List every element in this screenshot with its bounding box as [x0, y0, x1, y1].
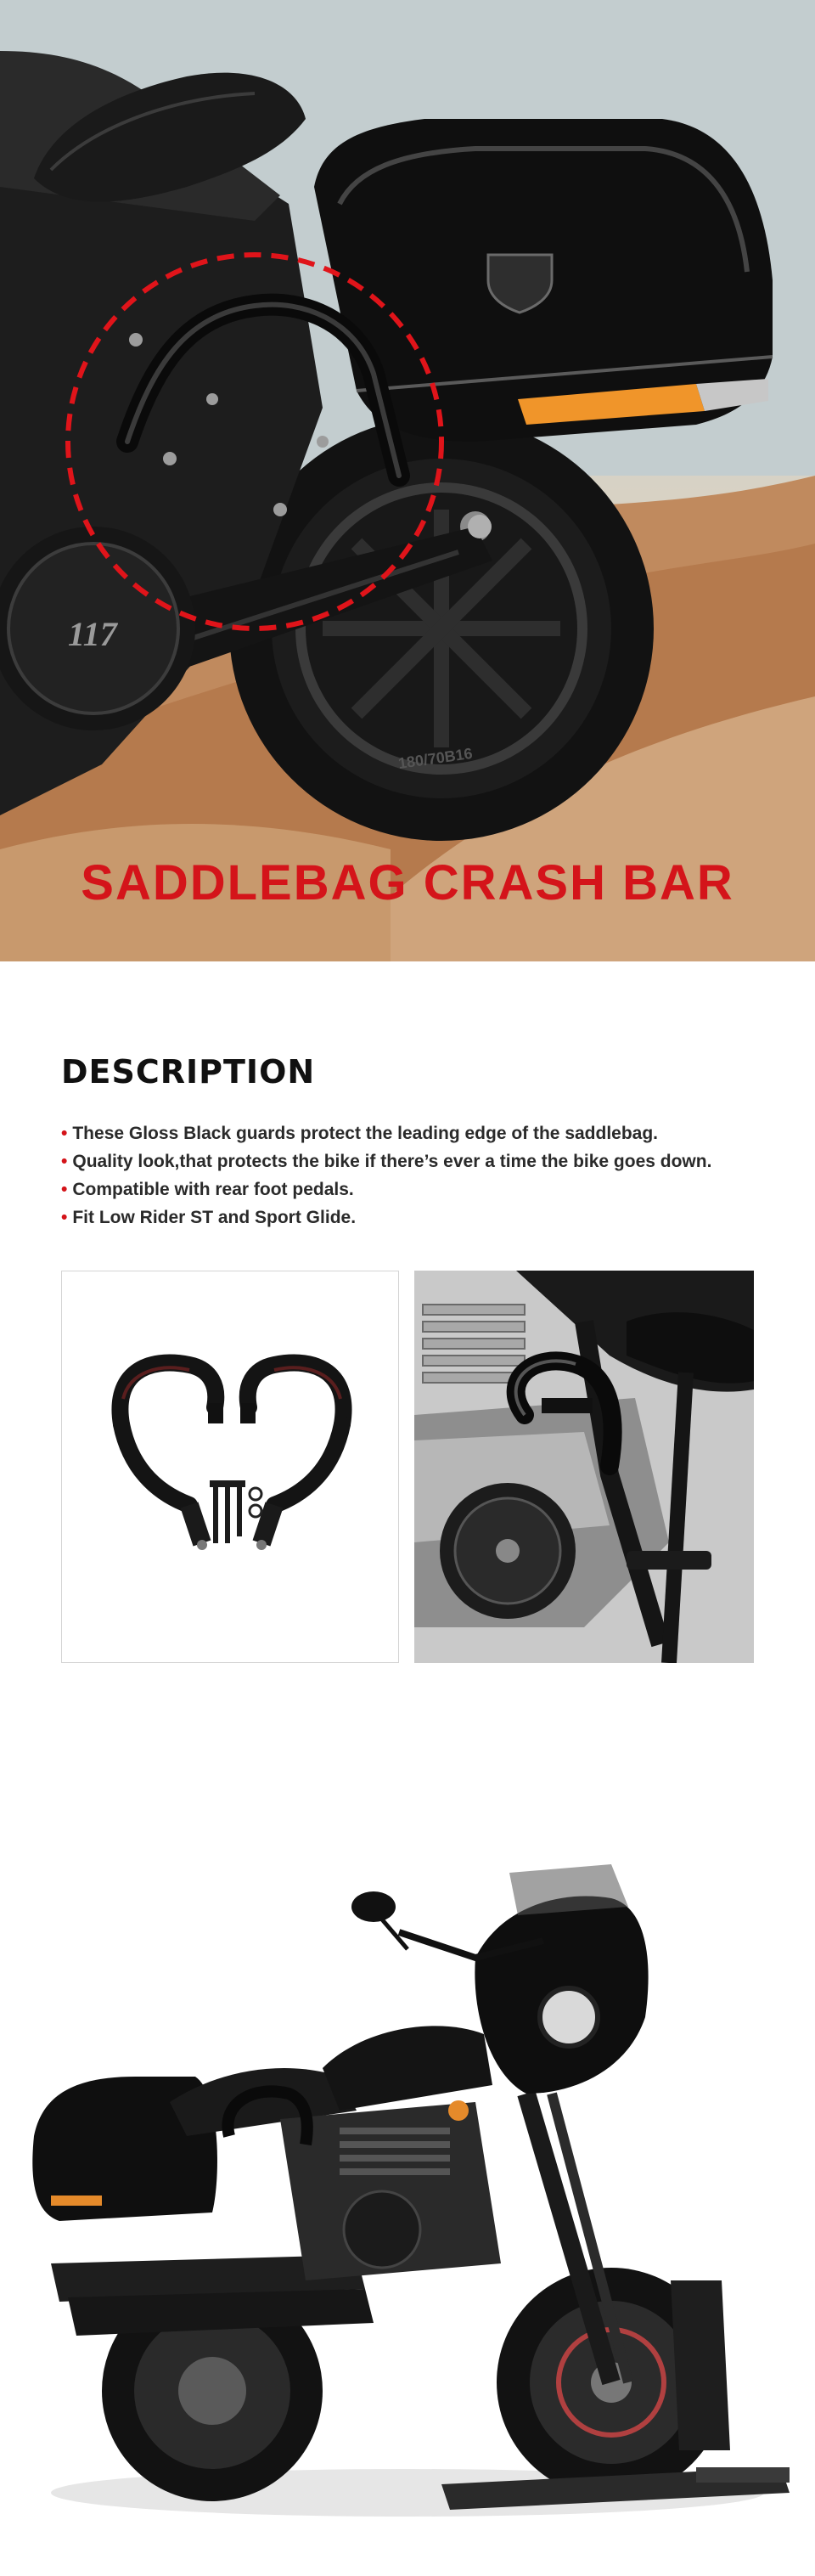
full-motorcycle-photo [0, 1737, 815, 2576]
hero-title: SADDLEBAG CRASH BAR [81, 855, 734, 910]
motorcycle-on-stand-illustration [0, 1737, 815, 2576]
bullet-icon: • [61, 1208, 68, 1227]
description-list [61, 1119, 791, 1232]
installed-crash-bar-illustration [414, 1271, 754, 1663]
list-item [61, 1175, 791, 1203]
list-item [61, 1203, 791, 1232]
description-item-text: Quality look,that protects the bike if there’s ever a time the bike goes down. [72, 1152, 712, 1171]
engine-badge: 117 [68, 615, 117, 653]
list-item [61, 1119, 791, 1147]
bullet-icon: • [61, 1180, 68, 1199]
description-item-text: These Gloss Black guards protect the leading edge of the saddlebag. [72, 1124, 659, 1143]
tire-sidewall-text: 180/70B16 [396, 744, 474, 772]
list-item [61, 1147, 791, 1175]
bullet-icon: • [61, 1152, 68, 1171]
bullet-icon: • [61, 1124, 68, 1143]
description-item-text: Fit Low Rider ST and Sport Glide. [72, 1208, 357, 1227]
installed-crash-bar-photo [414, 1271, 754, 1663]
product-parts-photo [61, 1271, 399, 1663]
hero-motorcycle-illustration [0, 0, 815, 961]
hero-banner [0, 0, 815, 961]
description-item-text: Compatible with rear foot pedals. [72, 1180, 354, 1199]
description-heading: DESCRIPTION [61, 1053, 316, 1091]
crash-bar-parts-illustration [62, 1271, 398, 1662]
